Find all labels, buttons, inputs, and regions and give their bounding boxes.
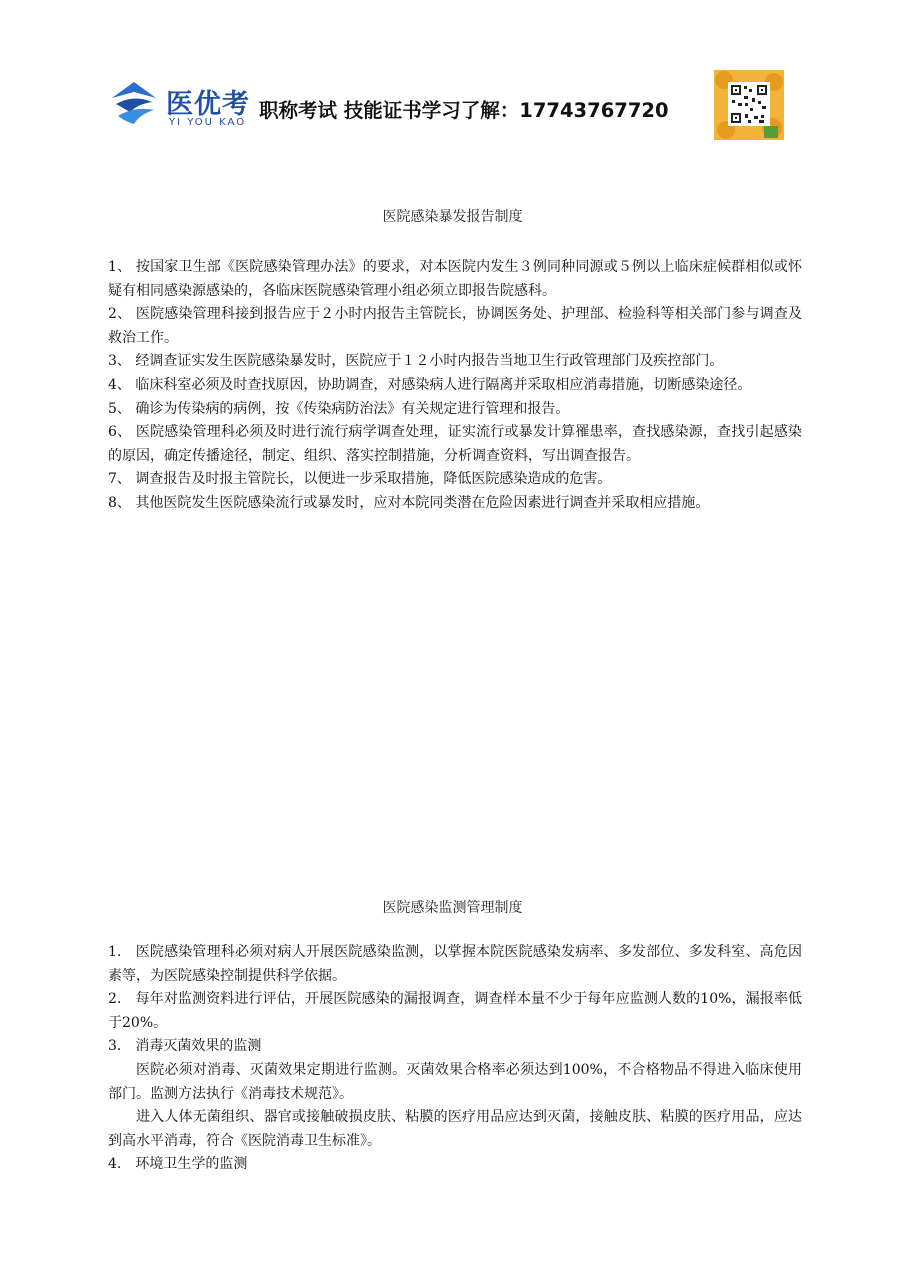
infection-monitoring-list (108, 941, 802, 1177)
section-title-infection-monitoring: 医院感染监测管理制度 (382, 900, 523, 916)
header-slogan: 职称考试 技能证书学习了解：17743767720 (259, 99, 669, 122)
logo-chinese-text: 医优考 (166, 89, 250, 120)
section-title-outbreak-report: 医院感染暴发报告制度 (382, 209, 523, 225)
list-item: 进入人体无菌组织、器官或接触破损皮肤、粘膜的医疗用品应达到灭菌，接触皮肤、粘膜的医疗用品，应达到高水平消毒，符合《医院消毒卫生标准》。 (108, 1109, 802, 1149)
list-item: 2. 每年对监测资料进行评估，开展医院感染的漏报调查，调查样本量不少于每年应监测人数的10%，漏报率低于20%。 (108, 991, 802, 1031)
list-item: 2、 医院感染管理科接到报告应于２小时内报告主管院长，协调医务处、护理部、检验科等相关部门参与调查及救治工作。 (108, 306, 802, 346)
list-item: 1. 医院感染管理科必须对病人开展医院感染监测，以掌握本院医院感染发病率、多发部位、多发科室、高危因素等，为医院感染控制提供科学依据。 (108, 944, 802, 984)
list-item: 1、 按国家卫生部《医院感染管理办法》的要求，对本医院内发生３例同种同源或５例以上临床症候群相似或怀疑有相同感染源感染的，各临床医院感染管理小组必须立即报告院感科。 (108, 259, 802, 299)
yiyoukao-logo-icon (108, 78, 160, 130)
list-item: 5、 确诊为传染病的病例，按《传染病防治法》有关规定进行管理和报告。 (108, 400, 570, 417)
list-item: 6、 医院感染管理科必须及时进行流行病学调查处理，证实流行或暴发计算罹患率，查找感染源，查找引起感染的原因，确定传播途径，制定、组织、落实控制措施，分析调查资料，写出调查报告。 (108, 424, 802, 464)
list-item: 4、 临床科室必须及时查找原因，协助调查，对感染病人进行隔离并采取相应消毒措施，切断感染途径。 (108, 376, 752, 393)
qr-code-icon (714, 70, 784, 140)
list-item: 医院必须对消毒、灭菌效果定期进行监测。灭菌效果合格率必须达到100%，不合格物品不得进入临床使用部门。监测方法执行《消毒技术规范》。 (108, 1061, 802, 1102)
outbreak-report-list (108, 256, 802, 516)
list-item: 3. 消毒灭菌效果的监测 (108, 1038, 262, 1055)
list-item: 8、 其他医院发生医院感染流行或暴发时，应对本院同类潜在危险因素进行调查并采取相应措施。 (108, 494, 710, 511)
list-item: 7、 调查报告及时报主管院长，以便进一步采取措施，降低医院感染造成的危害。 (108, 471, 612, 488)
logo-english-text: YI YOU KAO (169, 117, 247, 128)
list-item: 3、 经调查证实发生医院感染暴发时，医院应于１２小时内报告当地卫生行政管理部门及疾控部门。 (108, 353, 724, 370)
page-header (108, 70, 788, 140)
list-item: 4. 环境卫生学的监测 (108, 1156, 248, 1173)
